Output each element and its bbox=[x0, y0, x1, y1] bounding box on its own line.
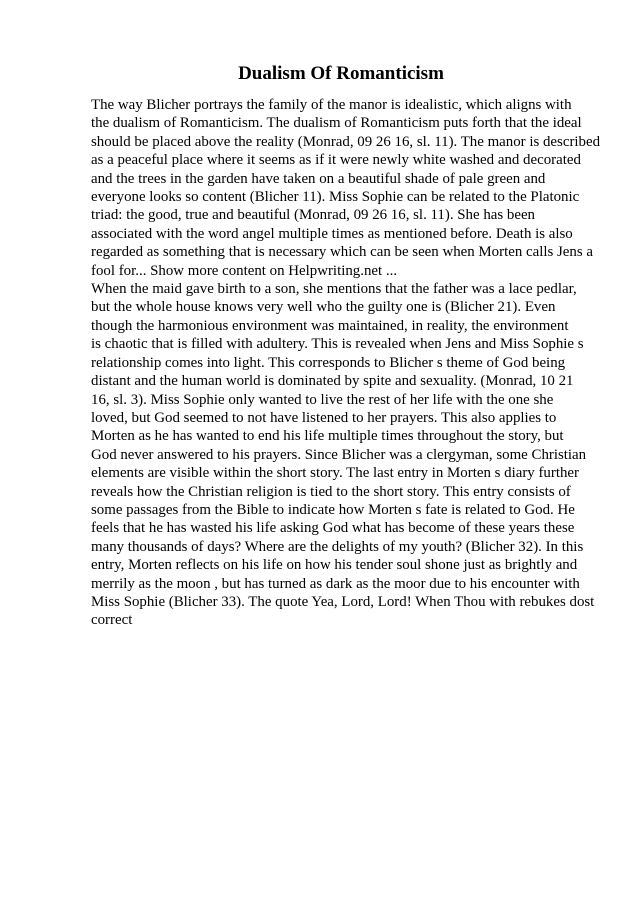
body-text-line: elements are visible within the short story. The last entry in Morten s diary further bbox=[91, 465, 579, 482]
body-text-line: Morten as he has wanted to end his life multiple times throughout the story, but bbox=[91, 428, 564, 445]
body-text-line: Miss Sophie (Blicher 33). The quote Yea, Lord, Lord! When Thou with rebukes dost bbox=[91, 593, 595, 610]
body-text-line: 16, sl. 3). Miss Sophie only wanted to live the rest of her life with the one she bbox=[91, 391, 554, 408]
body-text-line: correct bbox=[91, 612, 133, 629]
body-text-line: associated with the word angel multiple times as mentioned before. Death is also bbox=[91, 225, 573, 242]
body-text-line: entry, Morten reflects on his life on how his tender soul shone just as brightly and bbox=[91, 557, 578, 574]
document-title: Dualism Of Romanticism bbox=[238, 63, 444, 84]
body-text-line: the dualism of Romanticism. The dualism of Romanticism puts forth that the ideal bbox=[91, 115, 582, 132]
body-text-line: everyone looks so content (Blicher 11). Miss Sophie can be related to the Platonic bbox=[91, 189, 580, 206]
body-text-line: though the harmonious environment was maintained, in reality, the environment bbox=[91, 317, 569, 334]
body-text-line: many thousands of days? Where are the delights of my youth? (Blicher 32). In this bbox=[91, 538, 584, 555]
body-text-line: and the trees in the garden have taken on a beautiful shade of pale green and bbox=[91, 170, 546, 187]
body-text-line: distant and the human world is dominated by spite and sexuality. (Monrad, 10 21 bbox=[91, 373, 574, 390]
body-text-line: should be placed above the reality (Monrad, 09 26 16, sl. 11). The manor is described bbox=[91, 133, 601, 150]
document-body bbox=[91, 96, 601, 630]
body-text-line: regarded as something that is necessary which can be seen when Morten calls Jens a bbox=[91, 244, 593, 261]
body-text-line: reveals how the Christian religion is tied to the short story. This entry consists of bbox=[91, 483, 571, 500]
body-text-line: feels that he has wasted his life asking God what has become of these years these bbox=[91, 520, 575, 537]
body-text-line: When the maid gave birth to a son, she mentions that the father was a lace pedlar, bbox=[91, 281, 577, 298]
body-text-line: loved, but God seemed to not have listened to her prayers. This also applies to bbox=[91, 409, 557, 426]
body-text-line: some passages from the Bible to indicate how Morten s fate is related to God. He bbox=[91, 501, 575, 518]
body-text-line: relationship comes into light. This corresponds to Blicher s theme of God being bbox=[91, 354, 566, 371]
body-text-line: as a peaceful place where it seems as if it were newly white washed and decorated bbox=[91, 152, 581, 169]
body-text-line: merrily as the moon , but has turned as dark as the moor due to his encounter with bbox=[91, 575, 580, 592]
body-text-line: triad: the good, true and beautiful (Monrad, 09 26 16, sl. 11). She has been bbox=[91, 207, 535, 224]
body-text-line: fool for... Show more content on Helpwriting.net ... bbox=[91, 262, 398, 279]
body-text-line: The way Blicher portrays the family of the manor is idealistic, which aligns with bbox=[91, 97, 572, 113]
body-text-line: is chaotic that is filled with adultery. This is revealed when Jens and Miss Sophie s bbox=[91, 336, 584, 353]
body-text-line: but the whole house knows very well who the guilty one is (Blicher 21). Even bbox=[91, 299, 556, 316]
body-text-line: God never answered to his prayers. Since Blicher was a clergyman, some Christian bbox=[91, 446, 587, 463]
